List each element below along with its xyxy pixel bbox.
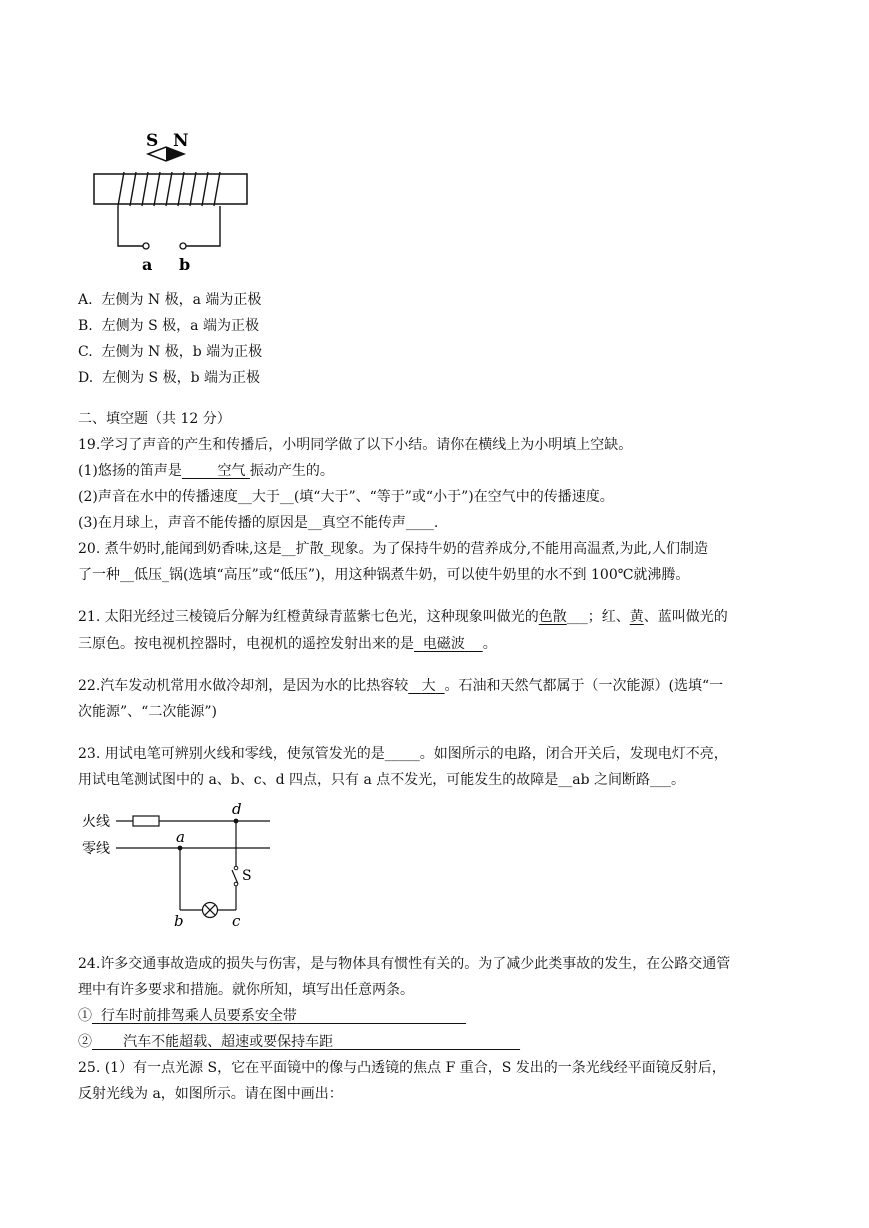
live-wire-label: 火线 [82,814,110,830]
q22-line1: 22.汽车发动机常用水做冷却剂，是因为水的比热容较 大 。石油和天然气都属于（一次能源）(选填“一 [78,678,724,694]
q19-part3: (3)在月球上，声音不能传播的原因是__真空不能传声____. [78,515,439,531]
solenoid-figure [88,126,253,276]
section-title: 二、填空题（共 12 分） [78,411,231,427]
q25-line2: 反射光线为 a，如图所示。请在图中画出： [78,1086,343,1102]
neutral-wire-label: 零线 [82,841,110,857]
point-a-label: a [176,828,185,846]
option-a: A. 左侧为 N 极，a 端为正极 [78,292,262,308]
q19-part1: (1)悠扬的笛声是 空气 振动产生的。 [78,463,334,479]
terminal-a-label: a [142,255,153,274]
circuit-figure [80,800,280,930]
option-b: B. 左侧为 S 极，a 端为正极 [78,318,259,334]
q23-line2: 用试电笔测试图中的 a、b、c、d 四点，只有 a 点不发光，可能发生的故障是__ab 之间断路___。 [78,772,686,788]
q24-answer1: ① 行车时前排驾乘人员要系安全带 [78,1008,297,1024]
point-b-label: b [174,912,184,930]
compass-n-label: N [173,131,189,151]
q23-line1: 23. 用试电笔可辨别火线和零线，使氖管发光的是_____。如图所示的电路，闭合开关后，发现电灯不亮， [78,746,728,762]
q24-line2: 理中有许多要求和措施。就你所知，填写出任意两条。 [78,982,414,998]
point-d-label: d [232,800,242,818]
compass-s-label: S [146,131,159,151]
q22-line2: 次能源”、“二次能源”) [78,704,217,720]
option-c: C. 左侧为 N 极，b 端为正极 [78,344,263,360]
q19-stem: 19.学习了声音的产生和传播后，小明同学做了以下小结。请你在横线上为小明填上空缺。 [78,437,633,453]
switch-s-label: S [242,868,252,884]
q25-line1: 25. (1）有一点光源 S，它在平面镜中的像与凸透镜的焦点 F 重合，S 发出的一条光线经平面镜反射后， [78,1060,726,1076]
option-d: D. 左侧为 S 极，b 端为正极 [78,370,260,386]
q21-line2: 三原色。按电视机控器时，电视机的遥控发射出来的是 电磁波 。 [78,636,497,652]
q20-line1: 20. 煮牛奶时,能闻到奶香味,这是__扩散_现象。为了保持牛奶的营养成分,不能用高温煮,为此,人们制造 [78,541,708,557]
q24-line1: 24.许多交通事故造成的损失与伤害，是与物体具有惯性有关的。为了减少此类事故的发生，在公路交通管 [78,956,731,972]
q19-part2: (2)声音在水中的传播速度__大于__(填“大于”、“等于”或“小于”)在空气中的传播速度。 [78,489,614,505]
terminal-b-label: b [179,255,191,274]
q20-line2: 了一种__低压_锅(选填“高压”或“低压”)，用这种锅煮牛奶，可以使牛奶里的水不到 100℃就沸腾。 [78,567,690,583]
point-c-label: c [232,912,241,930]
q21-line1: 21. 太阳光经过三棱镜后分解为红橙黄绿青蓝紫七色光，这种现象叫做光的色散___；红、黄、蓝叫做光的 [78,609,728,625]
q24-answer2: ② 汽车不能超载、超速或要保持车距 [78,1034,334,1050]
